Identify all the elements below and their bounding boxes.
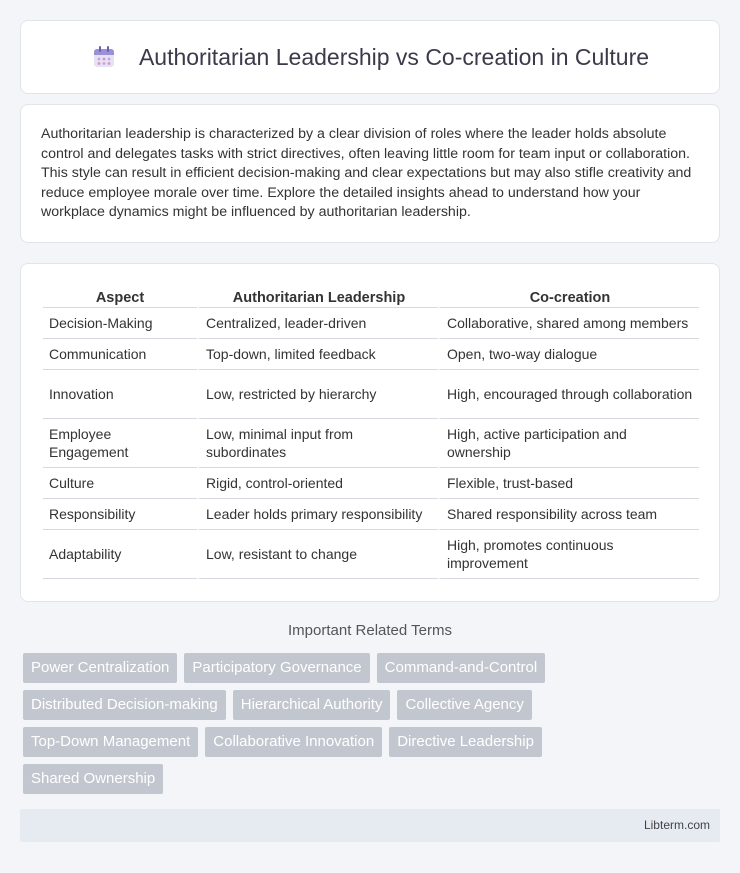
related-term-tag[interactable]: Shared Ownership xyxy=(23,764,163,794)
header-authoritarian: Authoritarian Leadership xyxy=(197,282,438,308)
table-cell: Rigid, control-oriented xyxy=(197,468,438,499)
comparison-table-card xyxy=(20,263,720,602)
related-term-tag[interactable]: Directive Leadership xyxy=(389,727,542,757)
table-row xyxy=(43,308,699,339)
table-cell: Centralized, leader-driven xyxy=(197,308,438,339)
table-cell: Low, restricted by hierarchy xyxy=(197,370,438,419)
table-cell: Employee Engagement xyxy=(43,419,197,468)
table-row xyxy=(43,419,699,468)
table-row xyxy=(43,468,699,499)
footer xyxy=(20,809,720,842)
related-term-tag[interactable]: Collaborative Innovation xyxy=(205,727,382,757)
table-row xyxy=(43,499,699,530)
table-cell: Decision-Making xyxy=(43,308,197,339)
related-term-tag[interactable]: Distributed Decision-making xyxy=(23,690,226,720)
table-cell: Responsibility xyxy=(43,499,197,530)
table-cell: Leader holds primary responsibility xyxy=(197,499,438,530)
table-row xyxy=(43,370,699,419)
table-cell: High, encouraged through collaboration xyxy=(438,370,699,419)
related-term-tag[interactable]: Power Centralization xyxy=(23,653,177,683)
table-cell: Innovation xyxy=(43,370,197,419)
table-header-row xyxy=(43,282,699,308)
table-cell: Culture xyxy=(43,468,197,499)
header-co-creation: Co-creation xyxy=(438,282,699,308)
table-cell: Flexible, trust-based xyxy=(438,468,699,499)
table-row xyxy=(43,530,699,579)
footer-site-link[interactable]: Libterm.com xyxy=(643,818,710,832)
related-term-tag[interactable]: Top-Down Management xyxy=(23,727,198,757)
related-term-tag[interactable]: Participatory Governance xyxy=(184,653,369,683)
header-aspect: Aspect xyxy=(43,282,197,308)
table-row xyxy=(43,339,699,370)
table-cell: High, promotes continuous improvement xyxy=(438,530,699,579)
table-cell: Collaborative, shared among members xyxy=(438,308,699,339)
related-term-tag[interactable]: Collective Agency xyxy=(397,690,531,720)
related-term-tag[interactable]: Command-and-Control xyxy=(377,653,546,683)
related-terms-list xyxy=(23,653,723,801)
table-cell: Low, minimal input from subordinates xyxy=(197,419,438,468)
table-cell: Communication xyxy=(43,339,197,370)
table-cell: Adaptability xyxy=(43,530,197,579)
comparison-table xyxy=(43,282,699,579)
page-title: Authoritarian Leadership vs Co-creation in Culture xyxy=(138,43,650,70)
related-term-tag[interactable]: Hierarchical Authority xyxy=(233,690,391,720)
table-cell: Top-down, limited feedback xyxy=(197,339,438,370)
table-cell: High, active participation and ownership xyxy=(438,419,699,468)
table-cell: Open, two-way dialogue xyxy=(438,339,699,370)
table-cell: Shared responsibility across team xyxy=(438,499,699,530)
intro-card xyxy=(20,104,720,243)
header-card xyxy=(20,20,720,94)
table-cell: Low, resistant to change xyxy=(197,530,438,579)
intro-paragraph: Authoritarian leadership is characterized by a clear division of roles where the leader holds absolute control and delegates tasks with strict directives, often leaving little room for team input or collaboration. This style can result in efficient decision-making and clear expectations but may also stifle creativity and reduce employee morale over time. Explore the detailed insights ahead to understand how your workplace dynamics might be influenced by authoritarian leadership. xyxy=(41,126,692,221)
calendar-icon xyxy=(91,44,117,70)
related-terms-title: Important Related Terms xyxy=(288,622,452,639)
